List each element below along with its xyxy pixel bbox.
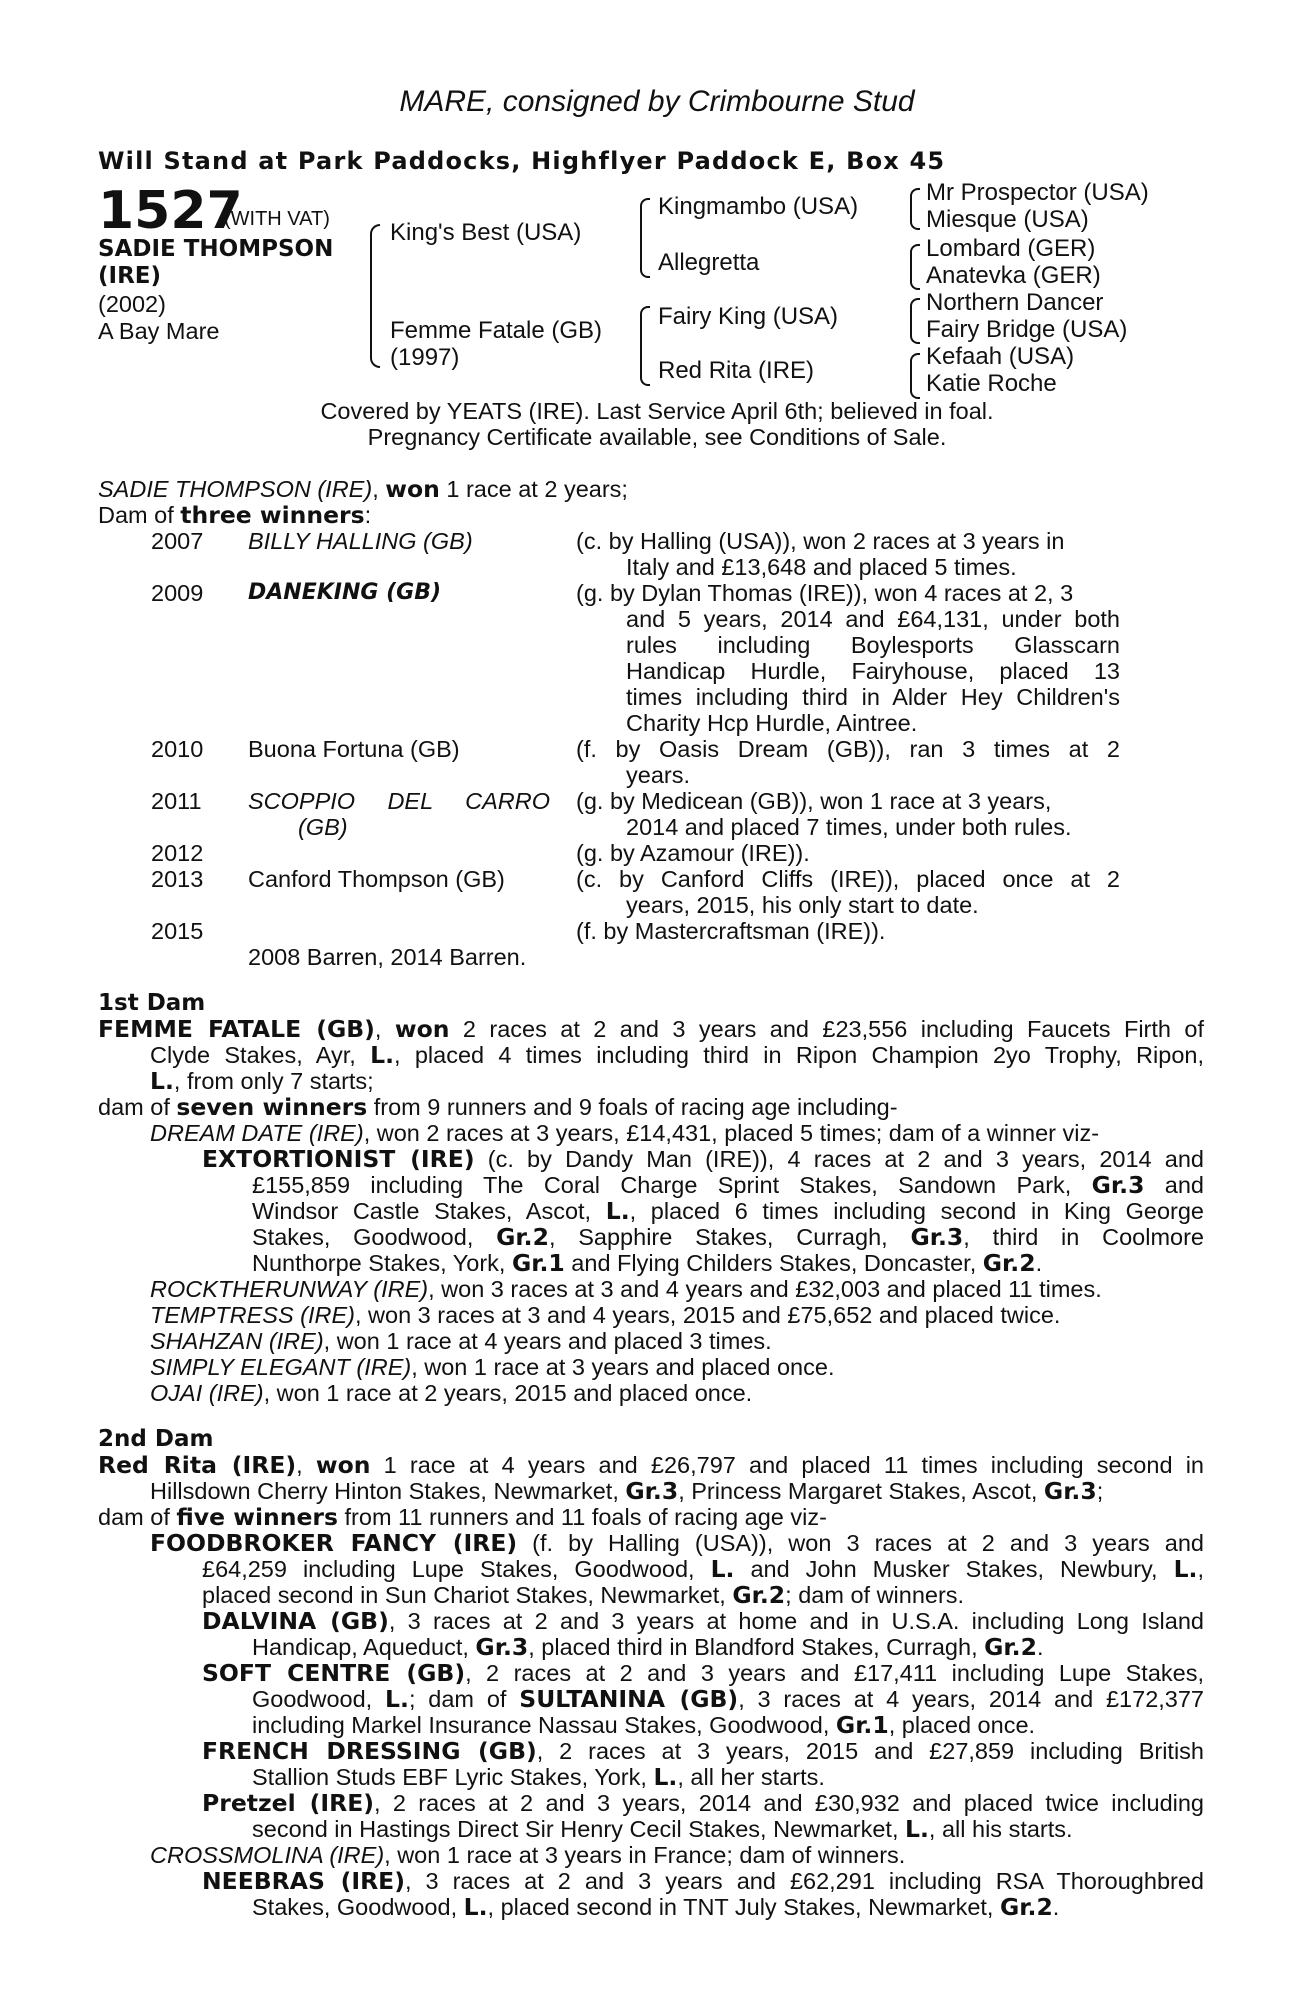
produce-detail: times including third in Alder Hey Children's	[626, 684, 1120, 710]
pedigree-sire-sire: Kingmambo (USA)	[658, 193, 859, 220]
produce-detail: rules including Boylesports Glasscarn	[626, 632, 1120, 658]
produce-name: CROSSMOLINA (IRE)	[150, 1842, 385, 1868]
cover-note: Covered by YEATS (IRE). Last Service April 6th; believed in foal.	[320, 398, 994, 424]
text: , all his starts.	[928, 1816, 1073, 1842]
first-dam-heading: 1st Dam	[98, 990, 206, 1016]
text: .	[1036, 1634, 1044, 1660]
produce-entry	[150, 1842, 905, 1868]
produce-name: DREAM DATE (IRE)	[150, 1120, 364, 1146]
produce-entry	[150, 1276, 1102, 1302]
produce-year: 2009	[151, 580, 204, 606]
group-label: Gr.2	[984, 1633, 1037, 1661]
produce-detail: Charity Hcp Hurdle, Aintree.	[626, 710, 918, 736]
dam-of-line	[98, 502, 371, 528]
produce-year: 2015	[151, 918, 204, 944]
pedigree-ssd: Miesque (USA)	[926, 206, 1089, 233]
pregnancy-note: Pregnancy Certificate available, see Conditions of Sale.	[367, 424, 947, 450]
listed-label: L.	[150, 1067, 174, 1095]
text: including Markel Insurance Nassau Stakes, Goodwood,	[252, 1712, 836, 1738]
won-label: won	[385, 475, 440, 503]
group-label: Gr.3	[475, 1633, 529, 1661]
mare-record: SADIE THOMPSON (IRE), won 1 race at 2 years;	[98, 475, 628, 503]
text: , Sapphire Stakes, Curragh,	[548, 1224, 911, 1250]
text: Windsor Castle Stakes, Ascot,	[252, 1198, 606, 1224]
produce-name: ROCKTHERUNWAY (IRE)	[150, 1276, 429, 1302]
produce-entry	[150, 1302, 1060, 1328]
pedigree-dam: Femme Fatale (GB)	[390, 317, 603, 344]
mare-name: SADIE THOMPSON (IRE)	[98, 476, 373, 502]
produce-entry	[150, 1328, 772, 1354]
text: and Flying Childers Stakes, Doncaster,	[564, 1250, 983, 1276]
text: placed second in Sun Chariot Stakes, Newmarket,	[202, 1582, 733, 1608]
text: , won 3 races at 3 and 4 years and £32,003 and placed 11 times.	[428, 1276, 1102, 1302]
produce-detail: 2014 and placed 7 times, under both rules.	[626, 814, 1072, 840]
produce-name: FRENCH DRESSING (GB)	[202, 1737, 537, 1765]
pedigree-ddd: Katie Roche	[926, 370, 1057, 397]
pedigree-sdd: Anatevka (GER)	[926, 262, 1101, 289]
text: from 9 runners and 9 foals of racing age including-	[367, 1094, 898, 1120]
listed-label: L.	[653, 1763, 678, 1791]
pedigree-dss: Northern Dancer	[926, 289, 1104, 316]
produce-entry	[202, 1790, 1204, 1816]
pedigree-bracket-ss	[910, 188, 920, 230]
pedigree-bracket-dam	[640, 306, 650, 386]
produce-name: Buona Fortuna (GB)	[248, 736, 460, 762]
text: , 3 races at 4 years, 2014 and £172,377	[738, 1686, 1205, 1712]
pedigree-bracket-main	[370, 224, 380, 368]
produce-entry-cont	[252, 1224, 1204, 1250]
text: , won 1 race at 2 years, 2015 and placed once.	[263, 1380, 753, 1406]
barren-note: 2008 Barren, 2014 Barren.	[248, 944, 527, 970]
pedigree-dsd: Fairy Bridge (USA)	[926, 316, 1128, 343]
pedigree-sss: Mr Prospector (USA)	[926, 179, 1149, 206]
listed-label: L.	[710, 1555, 735, 1583]
text: .	[1035, 1250, 1043, 1276]
produce-year: 2013	[151, 866, 204, 892]
produce-name: DANEKING (GB)	[248, 580, 442, 605]
second-dam-line1	[98, 1452, 1204, 1478]
text: ; dam of	[408, 1686, 520, 1712]
text: , won 1 race at 3 years in France; dam of winners.	[384, 1842, 906, 1868]
produce-entry-cont	[252, 1198, 1204, 1224]
produce-name: DALVINA (GB)	[202, 1607, 389, 1635]
listed-label: L.	[370, 1041, 395, 1069]
listed-label: L.	[463, 1893, 488, 1921]
produce-entry	[202, 1146, 1204, 1172]
text: , won 1 race at 4 years and placed 3 times.	[323, 1328, 772, 1354]
produce-name: OJAI (IRE)	[150, 1380, 264, 1406]
text: , 3 races at 2 and 3 years and £62,291 including RSA Thoroughbred	[404, 1868, 1204, 1894]
won-label: won	[315, 1451, 371, 1479]
text: , won 3 races at 3 and 4 years, 2015 and £75,652 and placed twice.	[354, 1302, 1061, 1328]
text: , from only 7 starts;	[173, 1068, 374, 1094]
pedigree-bracket-sire	[640, 198, 650, 278]
pedigree-dds: Kefaah (USA)	[926, 343, 1075, 370]
produce-year: 2010	[151, 736, 204, 762]
produce-name: Pretzel (IRE)	[202, 1789, 375, 1817]
pedigree-sds: Lombard (GER)	[926, 235, 1096, 262]
text: £64,259 including Lupe Stakes, Goodwood,	[202, 1556, 711, 1582]
pedigree-dam-year: (1997)	[390, 344, 460, 371]
produce-name: TEMPTRESS (IRE)	[150, 1302, 355, 1328]
group-label: Gr.1	[511, 1249, 565, 1277]
group-label: Gr.3	[1043, 1477, 1097, 1505]
produce-name: SHAHZAN (IRE)	[150, 1328, 324, 1354]
page-title: MARE, consigned by Crimbourne Stud	[399, 85, 915, 118]
group-label: Gr.2	[999, 1893, 1053, 1921]
produce-year: 2011	[151, 788, 202, 814]
produce-detail: (g. by Azamour (IRE)).	[576, 840, 810, 866]
produce-name: BILLY HALLING (GB)	[248, 528, 473, 554]
winners-count: three winners	[180, 501, 365, 529]
lot-number: 1527	[98, 181, 243, 241]
text: , placed third in Blandford Stakes, Curragh,	[528, 1634, 985, 1660]
text: , 2 races at 3 years, 2015 and £27,859 including British	[536, 1738, 1204, 1764]
produce-detail: Handicap Hurdle, Fairyhouse, placed 13	[626, 658, 1120, 684]
pedigree-sire-dam: Allegretta	[658, 249, 760, 276]
produce-detail: (f. by Oasis Dream (GB)), ran 3 times at 2	[576, 736, 1120, 762]
won-label: won	[394, 1015, 450, 1043]
listed-label: L.	[605, 1197, 630, 1225]
pedigree-sire: King's Best (USA)	[390, 219, 582, 246]
text: , 2 races at 2 and 3 years and £17,411 including Lupe Stakes,	[465, 1660, 1204, 1686]
group-label: Gr.2	[732, 1581, 786, 1609]
second-dam-heading: 2nd Dam	[98, 1426, 214, 1452]
produce-name: SULTANINA (GB)	[519, 1685, 739, 1713]
text: ; dam of winners.	[785, 1582, 965, 1608]
text: , placed second in TNT July Stakes, Newmarket,	[487, 1894, 1000, 1920]
produce-entry	[202, 1738, 1204, 1764]
produce-entry-cont	[252, 1894, 1059, 1920]
produce-entry-cont	[252, 1634, 1043, 1660]
group-label: Gr.3	[1091, 1171, 1145, 1199]
winners-count: seven winners	[176, 1093, 368, 1121]
second-dam-name: Red Rita (IRE)	[98, 1451, 297, 1479]
listed-label: L.	[1173, 1555, 1198, 1583]
produce-name: SOFT CENTRE (GB)	[202, 1659, 466, 1687]
text: dam of	[98, 1504, 177, 1530]
text: and John Musker Stakes, Newbury,	[734, 1556, 1174, 1582]
produce-detail: (g. by Medicean (GB)), won 1 race at 3 years,	[576, 788, 1052, 814]
produce-entry-cont	[202, 1582, 964, 1608]
produce-detail: (c. by Halling (USA)), won 2 races at 3 years in	[576, 528, 1065, 554]
produce-name-suffix: (GB)	[298, 814, 348, 840]
text: , 3 races at 2 and 3 years at home and in U.S.A. including Long Island	[388, 1608, 1204, 1634]
vat-note: (WITH VAT)	[224, 208, 330, 230]
produce-name: EXTORTIONIST (IRE)	[202, 1145, 475, 1173]
dam-of-suffix: :	[364, 502, 372, 528]
produce-detail: and 5 years, 2014 and £64,131, under both	[626, 606, 1120, 632]
text: , third in Coolmore	[963, 1224, 1204, 1250]
listed-label: L.	[385, 1685, 409, 1713]
second-dam-produce-summary	[98, 1504, 827, 1530]
produce-entry-cont	[252, 1816, 1073, 1842]
produce-entry	[202, 1660, 1204, 1686]
text: Clyde Stakes, Ayr,	[150, 1042, 371, 1068]
produce-detail: Italy and £13,648 and placed 5 times.	[626, 554, 1017, 580]
text: Nunthorpe Stakes, York,	[252, 1250, 512, 1276]
horse-name-line2: (IRE)	[98, 263, 162, 289]
produce-detail: years.	[626, 762, 690, 788]
text: Stakes, Goodwood,	[252, 1894, 464, 1920]
produce-name: SCOPPIO DEL CARRO	[248, 788, 550, 814]
pedigree-dam-sire: Fairy King (USA)	[658, 303, 839, 330]
produce-entry	[150, 1354, 834, 1380]
text: , all her starts.	[677, 1764, 825, 1790]
produce-entry	[202, 1868, 1204, 1894]
text: , placed 4 times including third in Ripon Champion 2yo Trophy, Ripon,	[394, 1042, 1204, 1068]
text: , 2 races at 2 and 3 years, 2014 and £30,932 and placed twice including	[374, 1790, 1204, 1816]
foaling-year: (2002)	[98, 291, 166, 317]
text: Goodwood,	[252, 1686, 386, 1712]
first-dam-name: FEMME FATALE (GB)	[98, 1015, 375, 1043]
produce-name: SIMPLY ELEGANT (IRE)	[150, 1354, 412, 1380]
text: , Princess Margaret Stakes, Ascot,	[678, 1478, 1044, 1504]
produce-name: FOODBROKER FANCY (IRE)	[150, 1529, 518, 1557]
first-dam-line1	[98, 1016, 1204, 1042]
first-dam-line3	[150, 1068, 374, 1094]
produce-year: 2007	[151, 528, 204, 554]
second-dam-line2	[150, 1478, 1103, 1504]
horse-name-line1: SADIE THOMPSON	[98, 236, 334, 262]
text: , won 1 race at 3 years and placed once.	[411, 1354, 835, 1380]
text: and	[1144, 1172, 1204, 1198]
pedigree-bracket-dd	[910, 353, 920, 399]
produce-entry	[202, 1608, 1204, 1634]
produce-entry-cont	[202, 1556, 1204, 1582]
text: second in Hastings Direct Sir Henry Cecil Stakes, Newmarket,	[252, 1816, 905, 1842]
text: , won 2 races at 3 years, £14,431, placed 5 times; dam of a winner viz-	[363, 1120, 1100, 1146]
text: .	[1052, 1894, 1060, 1920]
mare-record-text: 1 race at 2 years;	[439, 476, 628, 502]
produce-name: NEEBRAS (IRE)	[202, 1867, 405, 1895]
produce-entry-cont	[252, 1250, 1042, 1276]
first-dam-text: 2 races at 2 and 3 years and £23,556 including Faucets Firth of	[449, 1016, 1204, 1042]
stand-location: Will Stand at Park Paddocks, Highflyer Paddock E, Box 45	[98, 147, 946, 175]
text: ,	[1197, 1556, 1205, 1582]
produce-detail: (g. by Dylan Thomas (IRE)), won 4 races at 2, 3	[576, 580, 1074, 606]
produce-name: Canford Thompson (GB)	[248, 866, 505, 892]
separator: ,	[296, 1452, 316, 1478]
text: 1 race at 4 years and £26,797 and placed 11 times including second in	[370, 1452, 1204, 1478]
text: (c. by Dandy Man (IRE)), 4 races at 2 and 3 years, 2014 and	[474, 1146, 1204, 1172]
group-label: Gr.3	[910, 1223, 964, 1251]
produce-detail: years, 2015, his only start to date.	[626, 892, 979, 918]
pedigree-bracket-ds	[910, 298, 920, 344]
text: Stakes, Goodwood,	[252, 1224, 497, 1250]
pedigree-bracket-sd	[910, 244, 920, 290]
produce-entry	[150, 1530, 1204, 1556]
produce-entry-cont	[252, 1172, 1204, 1198]
group-label: Gr.3	[625, 1477, 679, 1505]
group-label: Gr.1	[835, 1711, 889, 1739]
first-dam-produce-summary	[98, 1094, 898, 1120]
produce-entry-cont	[252, 1686, 1204, 1712]
winners-count: five winners	[176, 1503, 338, 1531]
text: £155,859 including The Coral Charge Sprint Stakes, Sandown Park,	[252, 1172, 1092, 1198]
listed-label: L.	[905, 1815, 929, 1843]
produce-entry-cont	[252, 1712, 1035, 1738]
text: from 11 runners and 11 foals of racing age viz-	[337, 1504, 827, 1530]
pedigree-dam-dam: Red Rita (IRE)	[658, 357, 815, 384]
produce-detail: (c. by Canford Cliffs (IRE)), placed once at 2	[576, 866, 1120, 892]
produce-entry	[150, 1120, 1099, 1146]
text: dam of	[98, 1094, 177, 1120]
text: , placed 6 times including second in King George	[629, 1198, 1204, 1224]
text: , placed once.	[888, 1712, 1036, 1738]
produce-year: 2012	[151, 840, 204, 866]
first-dam-line2	[150, 1042, 1204, 1068]
text: Handicap, Aqueduct,	[252, 1634, 476, 1660]
produce-entry	[150, 1380, 752, 1406]
group-label: Gr.2	[496, 1223, 549, 1251]
text: Stallion Studs EBF Lyric Stakes, York,	[252, 1764, 654, 1790]
text: ;	[1096, 1478, 1104, 1504]
produce-detail: (f. by Mastercraftsman (IRE)).	[576, 918, 886, 944]
text: (f. by Halling (USA)), won 3 races at 2 and 3 years and	[517, 1530, 1204, 1556]
produce-entry-cont	[252, 1764, 825, 1790]
dam-of-prefix: Dam of	[98, 502, 181, 528]
group-label: Gr.2	[982, 1249, 1036, 1277]
horse-description: A Bay Mare	[98, 318, 220, 344]
separator: ,	[374, 1016, 395, 1042]
text: Hillsdown Cherry Hinton Stakes, Newmarket,	[150, 1478, 626, 1504]
